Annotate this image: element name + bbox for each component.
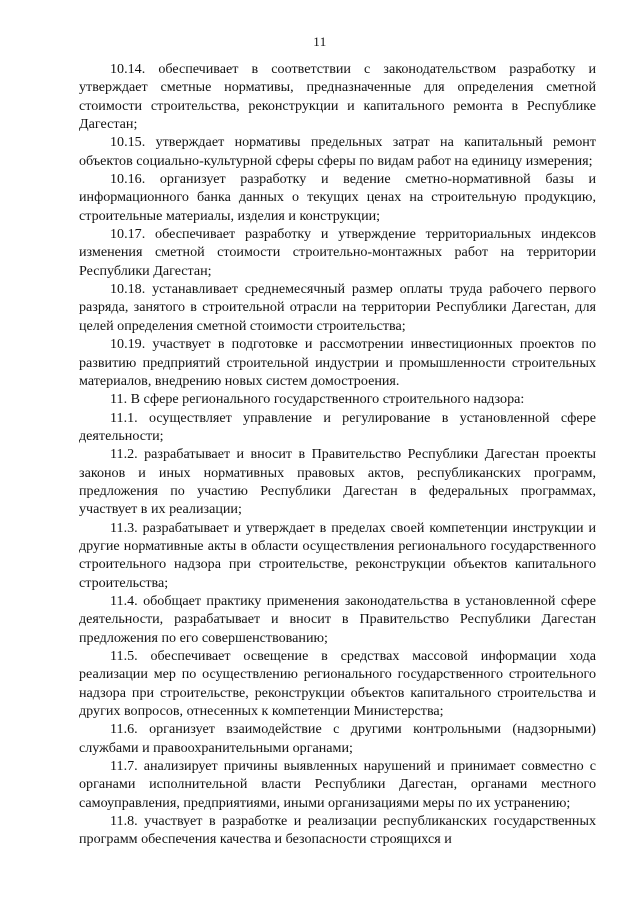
paragraph-11-4: 11.4. обобщает практику применения законодательства в установленной сфере деятельности, разрабатывает и вносит в Правительство Республики Дагестан предложения по его совершенствованию; [79,592,596,646]
paragraph-10-17: 10.17. обеспечивает разработку и утверждение территориальных индексов изменения сметной стоимости строительно-монтажных работ на территории Республики Дагестан; [79,226,596,279]
paragraph-10-15: 10.15. утверждает нормативы предельных затрат на капитальный ремонт объектов социально-культурной сферы сферы по видам работ на единицу измерения; [79,134,596,169]
paragraph-11-3: 11.3. разрабатывает и утверждает в пределах своей компетенции инструкции и другие нормативные акты в области осуществления регионального государственного строительного надзора при строительстве, реконструкции объектов капитального строительства; [79,519,596,591]
paragraph-11-2: 11.2. разрабатывает и вносит в Правительство Республики Дагестан проекты законов и иных нормативных правовых актов, республиканских программ, предложения по участию Республики Дагестан в федеральных программах, участвует в их реализации; [79,446,596,518]
paragraph-11-7: 11.7. анализирует причины выявленных нарушений и принимает совместно с органами исполнительной власти Республики Дагестан, органами местного самоуправления, предприятиями, иными организациями меры по их устранению; [79,758,596,811]
paragraph-10-14: 10.14. обеспечивает в соответствии с законодательством разработку и утверждает сметные нормативы, предназначенные для определения сметной стоимости строительства, реконструкции и капитального ремонта в Республике Дагестан; [79,61,596,133]
paragraph-10-16: 10.16. организует разработку и ведение сметно-нормативной базы и информационного банка данных о текущих ценах на строительную продукцию, строительные материалы, изделия и конструкции; [79,171,596,224]
section-11-heading: 11. В сфере регионального государственного строительного надзора: [110,391,525,408]
paragraph-11-1: 11.1. осуществляет управление и регулирование в установленной сфере деятельности; [79,409,596,444]
page-number: 11 [313,34,327,49]
paragraph-11-8: 11.8. участвует в разработке и реализации республиканских государственных программ обеспечения качества и безопасности строящихся и [79,813,596,848]
document-body [79,60,596,849]
paragraph-11-6: 11.6. организует взаимодействие с другими контрольными (надзорными) службами и правоохранительными органами; [79,721,596,756]
paragraph-11-5: 11.5. обеспечивает освещение в средствах массовой информации хода реализации мер по осуществлению регионального государственного строительного надзора при строительстве, реконструкции объектов капитального строительства и других вопросов, отнесенных к компетенции Министерства; [79,648,596,720]
paragraph-10-18: 10.18. устанавливает среднемесячный размер оплаты труда рабочего первого разряда, занятого в строительной отрасли на территории Республики Дагестан, для целей определения сметной стоимости строительства; [79,281,596,334]
paragraph-10-19: 10.19. участвует в подготовке и рассмотрении инвестиционных проектов по развитию предприятий строительной индустрии и промышленности строительных материалов, внедрению новых систем домостроения. [79,336,596,389]
